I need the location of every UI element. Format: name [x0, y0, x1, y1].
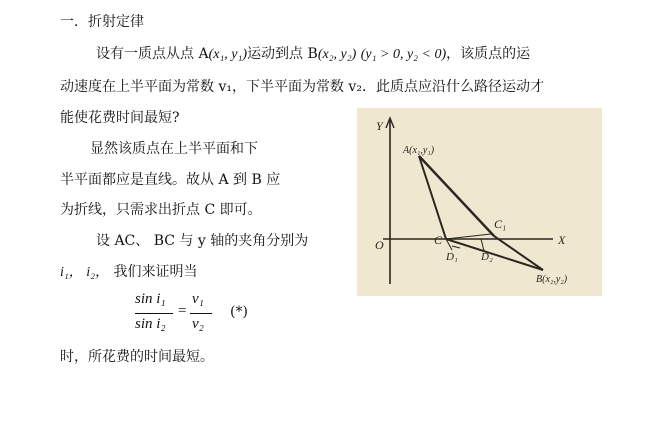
fraction-bar [135, 313, 173, 314]
segment-cb [446, 239, 543, 270]
point-b-coords: (x₂, y₂) [317, 47, 357, 62]
section-heading: 一．折射定律 [60, 14, 144, 30]
text-segment: 我们来证明当 [113, 264, 198, 280]
frac-right-denominator: v₂ [192, 316, 204, 332]
paragraph-line-9: 时，所花费的时间最短。 [60, 349, 214, 365]
paragraph-line-3: 能使花费时间最短? [60, 110, 180, 126]
segment-ac [419, 156, 446, 239]
refraction-diagram [357, 108, 602, 296]
paragraph-line-4: 显然该质点在上半平面和下 [90, 141, 258, 157]
frac-left-denominator: sin i₂ [135, 316, 166, 332]
segment-ac1 [419, 156, 494, 236]
aux-line-d2 [481, 239, 484, 251]
paragraph-line-2: 动速度在上半平面为常数 v₁，下半平面为常数 v₂．此质点应沿什么路径运动才 [60, 79, 544, 95]
text-segment: 运动到点 B [247, 46, 318, 62]
condition: (y₁ > 0, y₂ < 0) [360, 47, 447, 62]
paragraph-line-8 [60, 262, 197, 283]
refraction-figure [357, 108, 602, 296]
label-d2: D₂ [481, 251, 493, 263]
label-x: X [558, 233, 566, 247]
frac-right-numerator: v₁ [192, 291, 204, 307]
snell-formula [133, 290, 213, 336]
label-c1: C₁ [494, 217, 507, 231]
label-c: C [434, 233, 443, 247]
label-y: Y [376, 119, 383, 133]
equation-tag: (*) [230, 304, 248, 320]
right-angle-mark [452, 246, 460, 248]
paragraph-line-7: 设 AC、 BC 与 y 轴的夹角分别为 [96, 233, 309, 249]
equals-sign: = [178, 303, 187, 319]
paragraph-line-1 [96, 44, 530, 65]
fraction-bar [190, 313, 212, 314]
text-segment: ，该质点的运 [446, 46, 531, 62]
label-d1: D₁ [446, 251, 458, 263]
label-o: O [375, 238, 384, 252]
label-b: B(x₂,y₂) [536, 274, 568, 285]
paragraph-line-5: 半平面都应是直线。故从 A 到 B 应 [60, 172, 281, 188]
point-a-coords: (x₁, y₁) [208, 47, 248, 62]
segment-c1b [494, 236, 543, 270]
angle-symbols: i₁， i₂， [60, 265, 110, 280]
text-segment: 设有一质点从点 A [96, 46, 209, 62]
paragraph-line-6: 为折线，只需求出折点 C 即可。 [60, 202, 262, 218]
label-a: A(x₁,y₁) [403, 145, 435, 156]
frac-left-numerator: sin i₁ [135, 291, 166, 307]
